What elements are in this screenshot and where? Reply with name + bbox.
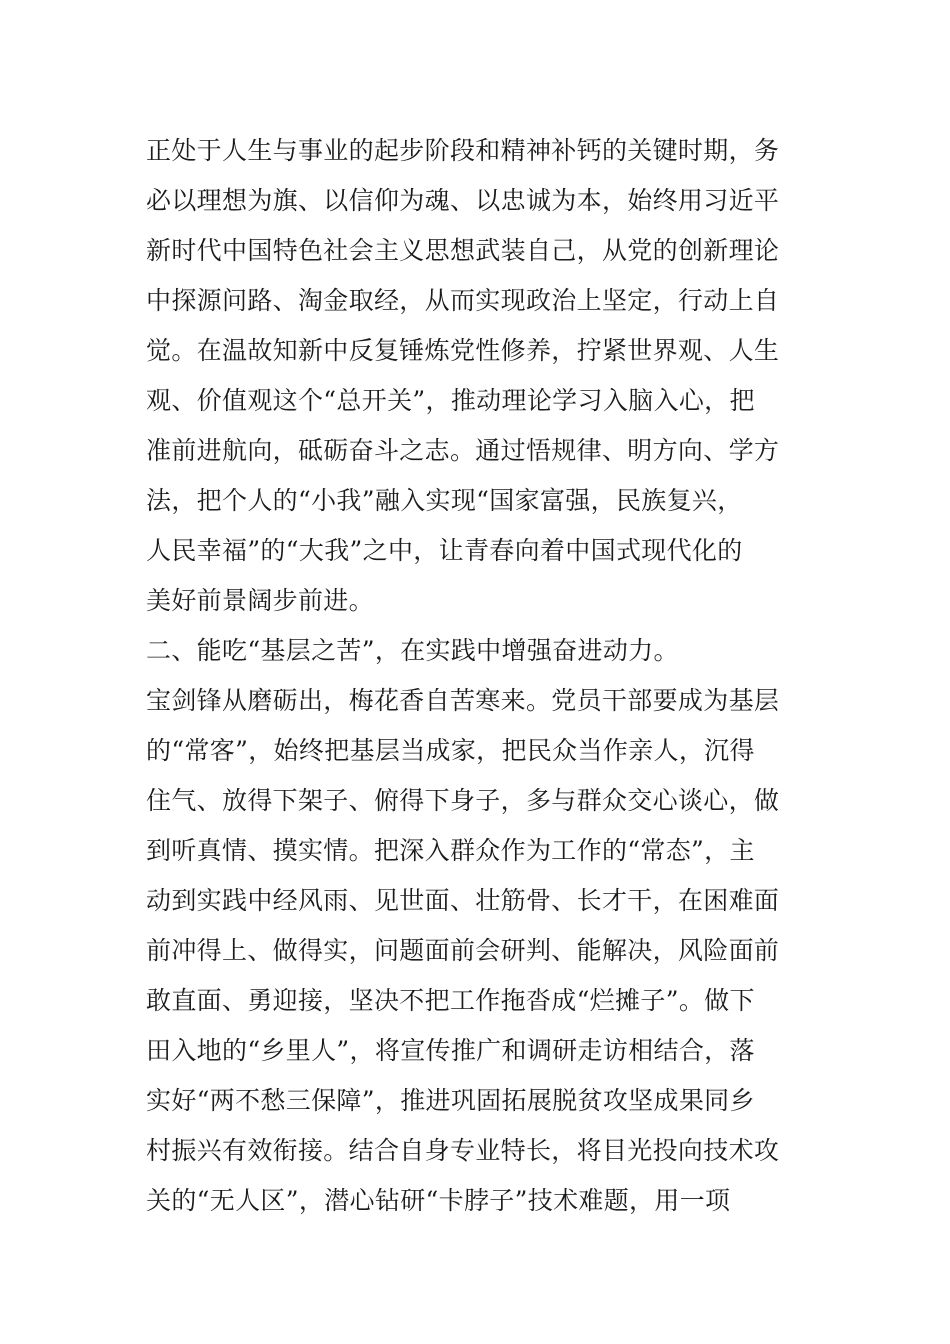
text-line: 前冲得上、做得实，问题面前会研判、能解决，风险面前	[146, 936, 780, 965]
text-line: 新时代中国特色社会主义思想武装自己，从党的创新理论	[146, 236, 780, 265]
text-line: 准前进航向，砥砺奋斗之志。通过悟规律、明方向、学方	[146, 436, 780, 465]
text-line: 宝剑锋从磨砺出，梅花香自苦寒来。党员干部要成为基层	[146, 686, 780, 715]
text-line: 人民幸福”的“大我”之中，让青春向着中国式现代化的	[146, 536, 743, 565]
text-line: 观、价值观这个“总开关”，推动理论学习入脑入心，把	[146, 386, 755, 415]
text-line: 必以理想为旗、以信仰为魂、以忠诚为本，始终用习近平	[146, 186, 780, 215]
text-line: 住气、放得下架子、俯得下身子，多与群众交心谈心，做	[146, 786, 780, 815]
text-line: 法，把个人的“小我”融入实现“国家富强，民族复兴，	[146, 486, 743, 515]
text-line: 实好“两不愁三保障”，推进巩固拓展脱贫攻坚成果同乡	[146, 1086, 755, 1115]
text-line: 中探源问路、淘金取经，从而实现政治上坚定，行动上自	[146, 286, 780, 315]
section-heading: 二、能吃“基层之苦”，在实践中增强奋进动力。	[146, 636, 679, 665]
text-line: 动到实践中经风雨、见世面、壮筋骨、长才干，在困难面	[146, 886, 780, 915]
text-line: 关的“无人区”，潜心钻研“卡脖子”技术难题，用一项	[146, 1186, 731, 1215]
text-line: 的“常客”，始终把基层当成家，把民众当作亲人，沉得	[146, 736, 755, 765]
text-line: 敢直面、勇迎接，坚决不把工作拖沓成“烂摊子”。做下	[146, 986, 755, 1015]
text-line: 到听真情、摸实情。把深入群众作为工作的“常态”，主	[146, 836, 755, 865]
text-line: 正处于人生与事业的起步阶段和精神补钙的关键时期，务	[146, 136, 780, 165]
text-line: 村振兴有效衔接。结合自身专业特长，将目光投向技术攻	[146, 1136, 780, 1165]
text-line: 觉。在温故知新中反复锤炼党性修养，拧紧世界观、人生	[146, 336, 780, 365]
text-line: 美好前景阔步前进。	[146, 586, 374, 615]
text-line: 田入地的“乡里人”，将宣传推广和调研走访相结合，落	[146, 1036, 755, 1065]
